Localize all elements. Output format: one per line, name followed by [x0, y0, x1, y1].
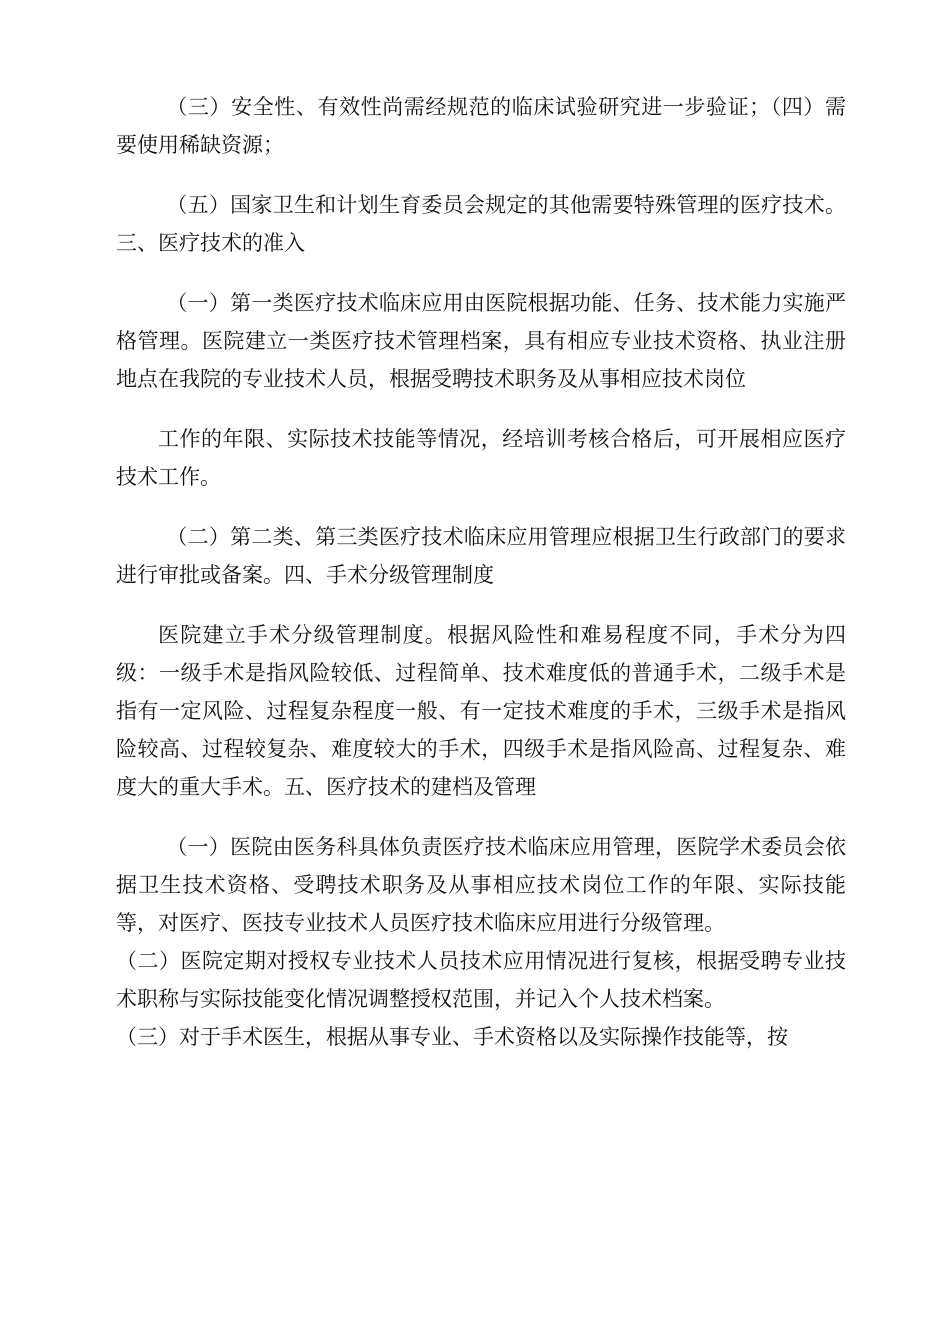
- paragraph-2: （五）国家卫生和计划生育委员会规定的其他需要特殊管理的医疗技术。三、医疗技术的准入: [116, 193, 846, 255]
- paragraph-7: （一）医院由医务科具体负责医疗技术临床应用管理，医院学术委员会依据卫生技术资格、受聘技术职务及从事相应技术岗位工作的年限、实际技能等，对医疗、医技专业技术人员医疗技术临床应用进行分级管理。: [116, 835, 846, 935]
- paragraph-1: （三）安全性、有效性尚需经规范的临床试验研究进一步验证；（四）需要使用稀缺资源；: [116, 95, 846, 157]
- paragraph-4: 工作的年限、实际技术技能等情况，经培训考核合格后，可开展相应医疗技术工作。: [116, 427, 846, 489]
- paragraph-6: 医院建立手术分级管理制度。根据风险性和难易程度不同，手术分为四级：一级手术是指风险较低、过程简单、技术难度低的普通手术，二级手术是指有一定风险、过程复杂程度一般、有一定技术难度的手术，三级手术是指风险较高、过程较复杂、难度较大的手术，四级手术是指风险高、过程复杂、难度大的重大手术。五、医疗技术的建档及管理: [116, 623, 846, 799]
- paragraph-3: （一）第一类医疗技术临床应用由医院根据功能、任务、技术能力实施严格管理。医院建立一类医疗技术管理档案，具有相应专业技术资格、执业注册地点在我院的专业技术人员，根据受聘技术职务及从事相应技术岗位: [116, 291, 846, 391]
- paragraph-9: （三）对于手术医生，根据从事专业、手术资格以及实际操作技能等，按: [116, 1025, 788, 1049]
- document-page: [116, 88, 846, 1056]
- paragraph-5: （二）第二类、第三类医疗技术临床应用管理应根据卫生行政部门的要求进行审批或备案。四、手术分级管理制度: [116, 525, 846, 587]
- paragraph-8: （二）医院定期对授权专业技术人员技术应用情况进行复核，根据受聘专业技术职称与实际技能变化情况调整授权范围，并记入个人技术档案。: [116, 949, 846, 1011]
